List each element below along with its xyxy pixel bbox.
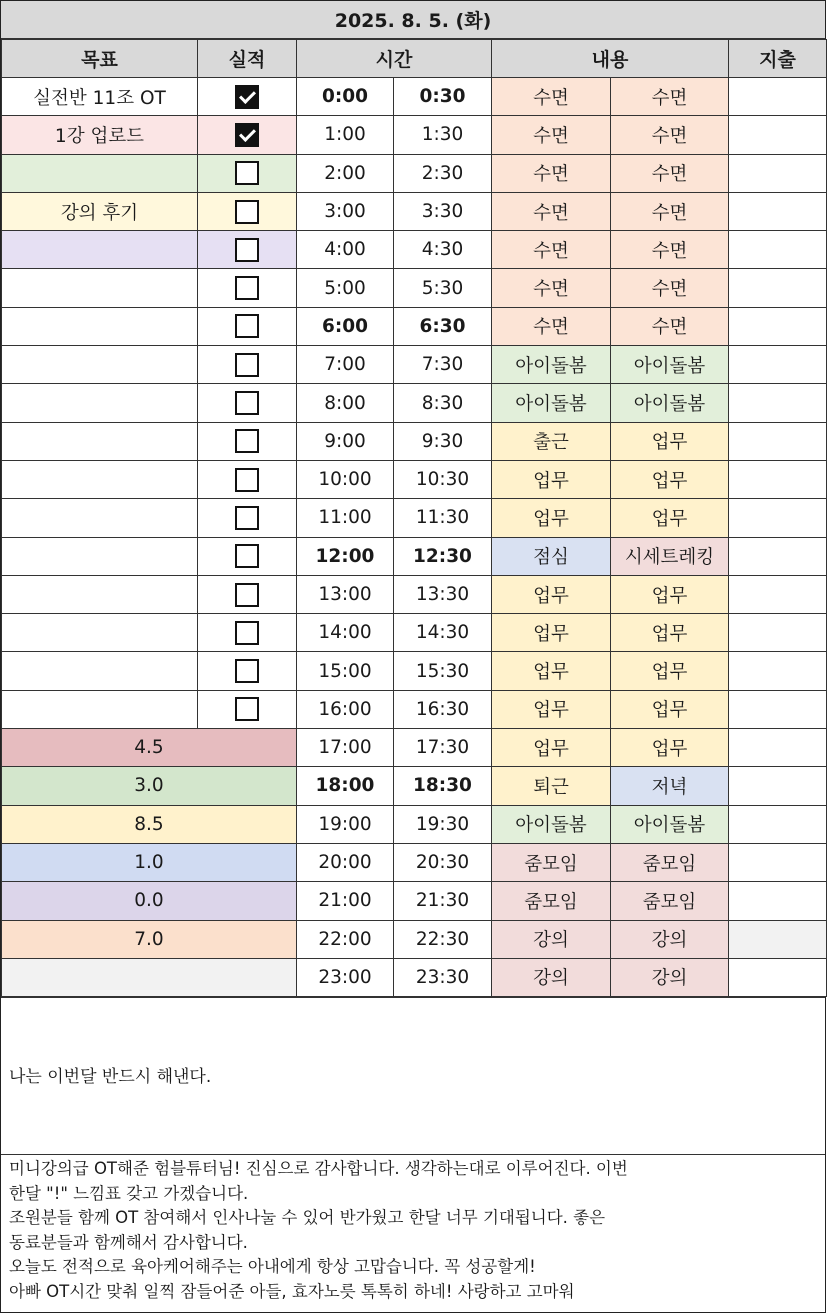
activity-cell[interactable]: 수면 — [492, 78, 611, 116]
activity-cell[interactable]: 강의 — [492, 920, 611, 958]
activity-cell[interactable]: 수면 — [611, 231, 729, 269]
goal-cell[interactable] — [2, 614, 198, 652]
goal-cell[interactable]: 실전반 11조 OT — [2, 78, 198, 116]
activity-cell[interactable]: 수면 — [492, 154, 611, 192]
half-time-cell: 12:30 — [394, 537, 492, 575]
start-time-cell: 22:00 — [297, 920, 394, 958]
expense-cell[interactable] — [729, 882, 827, 920]
note-line: 오늘도 전적으로 육아케어해주는 아내에게 항상 고맙습니다. 꼭 성공할게! — [9, 1257, 536, 1277]
half-time-cell: 3:30 — [394, 192, 492, 230]
activity-cell[interactable]: 줌모임 — [492, 843, 611, 881]
start-time-cell: 23:00 — [297, 958, 394, 996]
done-column-header[interactable]: 실적 — [198, 40, 297, 78]
start-time-cell: 16:00 — [297, 690, 394, 728]
goal-cell[interactable] — [2, 499, 198, 537]
half-time-cell: 19:30 — [394, 805, 492, 843]
activity-cell[interactable]: 업무 — [611, 652, 729, 690]
checkbox[interactable] — [235, 200, 259, 224]
half-time-cell: 16:30 — [394, 690, 492, 728]
half-time-cell: 9:30 — [394, 422, 492, 460]
half-time-cell: 6:30 — [394, 307, 492, 345]
score-cell[interactable]: 0.0 — [2, 882, 297, 920]
activity-cell[interactable]: 수면 — [611, 78, 729, 116]
activity-cell[interactable]: 강의 — [611, 958, 729, 996]
schedule-row — [2, 154, 827, 192]
schedule-row — [2, 805, 827, 843]
start-time-cell: 21:00 — [297, 882, 394, 920]
schedule-row — [2, 307, 827, 345]
schedule-row — [2, 958, 827, 996]
half-time-cell: 13:30 — [394, 575, 492, 613]
start-time-cell: 7:00 — [297, 346, 394, 384]
start-time-cell: 8:00 — [297, 384, 394, 422]
half-time-cell: 1:30 — [394, 116, 492, 154]
score-cell[interactable]: 4.5 — [2, 729, 297, 767]
score-cell[interactable]: 1.0 — [2, 843, 297, 881]
schedule-row — [2, 346, 827, 384]
checkbox[interactable] — [235, 468, 259, 492]
expense-cell[interactable] — [729, 78, 827, 116]
done-cell[interactable] — [198, 192, 297, 230]
half-time-cell: 23:30 — [394, 958, 492, 996]
done-cell[interactable] — [198, 154, 297, 192]
expense-cell[interactable] — [729, 499, 827, 537]
activity-cell[interactable]: 아이돌봄 — [492, 805, 611, 843]
score-cell[interactable]: 8.5 — [2, 805, 297, 843]
activity-cell[interactable]: 줌모임 — [611, 843, 729, 881]
goal-cell[interactable] — [2, 346, 198, 384]
activity-cell[interactable]: 업무 — [492, 614, 611, 652]
expense-cell[interactable] — [729, 920, 827, 958]
activity-cell[interactable]: 수면 — [492, 231, 611, 269]
done-cell[interactable] — [198, 537, 297, 575]
checkbox[interactable] — [235, 506, 259, 530]
schedule-row — [2, 116, 827, 154]
done-cell[interactable] — [198, 575, 297, 613]
score-cell[interactable]: 3.0 — [2, 767, 297, 805]
start-time-cell: 20:00 — [297, 843, 394, 881]
memo-text: 나는 이번달 반드시 해낸다. — [9, 1067, 212, 1088]
start-time-cell: 11:00 — [297, 499, 394, 537]
checkbox[interactable] — [235, 161, 259, 185]
done-cell[interactable] — [198, 690, 297, 728]
goal-cell[interactable] — [2, 269, 198, 307]
schedule-row — [2, 882, 827, 920]
goal-cell[interactable] — [2, 537, 198, 575]
goal-cell[interactable]: 1강 업로드 — [2, 116, 198, 154]
done-cell[interactable] — [198, 384, 297, 422]
half-time-cell: 0:30 — [394, 78, 492, 116]
start-time-cell: 15:00 — [297, 652, 394, 690]
notes-area[interactable] — [1, 1154, 825, 1306]
schedule-row — [2, 614, 827, 652]
expense-cell[interactable] — [729, 422, 827, 460]
schedule-row — [2, 78, 827, 116]
done-cell[interactable] — [198, 307, 297, 345]
activity-cell[interactable]: 수면 — [611, 116, 729, 154]
checkbox[interactable] — [235, 697, 259, 721]
goal-cell[interactable] — [2, 460, 198, 498]
activity-cell[interactable]: 저녁 — [611, 767, 729, 805]
activity-cell[interactable]: 점심 — [492, 537, 611, 575]
schedule-row — [2, 231, 827, 269]
goal-cell[interactable]: 강의 후기 — [2, 192, 198, 230]
start-time-cell: 9:00 — [297, 422, 394, 460]
note-line: 한달 "!" 느낌표 갖고 가겠습니다. — [9, 1183, 249, 1203]
half-time-cell: 20:30 — [394, 843, 492, 881]
expense-cell[interactable] — [729, 231, 827, 269]
checkbox[interactable] — [235, 353, 259, 377]
start-time-cell: 2:00 — [297, 154, 394, 192]
activity-cell[interactable]: 줌모임 — [611, 882, 729, 920]
schedule-row — [2, 767, 827, 805]
checkbox[interactable] — [235, 583, 259, 607]
expense-cell[interactable] — [729, 537, 827, 575]
done-cell[interactable] — [198, 346, 297, 384]
start-time-cell: 1:00 — [297, 116, 394, 154]
goal-cell[interactable] — [2, 307, 198, 345]
goal-cell[interactable] — [2, 652, 198, 690]
half-time-cell: 8:30 — [394, 384, 492, 422]
activity-cell[interactable]: 업무 — [611, 499, 729, 537]
half-time-cell: 5:30 — [394, 269, 492, 307]
activity-cell[interactable]: 업무 — [492, 729, 611, 767]
done-cell[interactable] — [198, 269, 297, 307]
activity-cell[interactable]: 출근 — [492, 422, 611, 460]
schedule-row — [2, 537, 827, 575]
expense-cell[interactable] — [729, 729, 827, 767]
expense-cell[interactable] — [729, 460, 827, 498]
activity-cell[interactable]: 강의 — [611, 920, 729, 958]
activity-cell[interactable]: 아이돌봄 — [611, 805, 729, 843]
checkbox[interactable] — [235, 314, 259, 338]
expense-cell[interactable] — [729, 575, 827, 613]
expense-cell[interactable] — [729, 346, 827, 384]
activity-cell[interactable]: 업무 — [611, 690, 729, 728]
activity-cell[interactable]: 시세트레킹 — [611, 537, 729, 575]
expense-cell[interactable] — [729, 269, 827, 307]
done-cell[interactable] — [198, 499, 297, 537]
content-column-header[interactable]: 내용 — [492, 40, 729, 78]
checkbox[interactable] — [235, 276, 259, 300]
activity-cell[interactable]: 업무 — [492, 652, 611, 690]
schedule-table — [1, 39, 827, 997]
score-cell[interactable] — [2, 958, 297, 996]
start-time-cell: 14:00 — [297, 614, 394, 652]
activity-cell[interactable]: 수면 — [611, 192, 729, 230]
goal-cell[interactable] — [2, 154, 198, 192]
schedule-row — [2, 192, 827, 230]
time-column-header[interactable]: 시간 — [297, 40, 492, 78]
half-time-cell: 18:30 — [394, 767, 492, 805]
start-time-cell: 19:00 — [297, 805, 394, 843]
schedule-row — [2, 575, 827, 613]
activity-cell[interactable]: 강의 — [492, 958, 611, 996]
note-line: 아빠 OT시간 맞춰 일찍 잠들어준 아들, 효자노릇 톡톡히 하네! 사랑하고 고마워 — [9, 1281, 575, 1301]
start-time-cell: 4:00 — [297, 231, 394, 269]
checkbox[interactable] — [235, 238, 259, 262]
expense-cell[interactable] — [729, 767, 827, 805]
expense-cell[interactable] — [729, 690, 827, 728]
schedule-row — [2, 920, 827, 958]
done-cell[interactable] — [198, 422, 297, 460]
half-time-cell: 17:30 — [394, 729, 492, 767]
schedule-row — [2, 460, 827, 498]
schedule-row — [2, 269, 827, 307]
start-time-cell: 10:00 — [297, 460, 394, 498]
activity-cell[interactable]: 업무 — [611, 614, 729, 652]
expense-cell[interactable] — [729, 384, 827, 422]
score-cell[interactable]: 7.0 — [2, 920, 297, 958]
activity-cell[interactable]: 수면 — [611, 307, 729, 345]
done-cell[interactable] — [198, 614, 297, 652]
activity-cell[interactable]: 아이돌봄 — [611, 346, 729, 384]
checkbox[interactable] — [235, 391, 259, 415]
half-time-cell: 21:30 — [394, 882, 492, 920]
start-time-cell: 17:00 — [297, 729, 394, 767]
activity-cell[interactable]: 아이돌봄 — [492, 346, 611, 384]
expense-cell[interactable] — [729, 958, 827, 996]
note-line: 동료분들과 함께해서 감사합니다. — [9, 1232, 248, 1252]
checked-checkbox[interactable] — [235, 123, 259, 147]
goal-cell[interactable] — [2, 384, 198, 422]
done-cell[interactable] — [198, 460, 297, 498]
schedule-row — [2, 652, 827, 690]
start-time-cell: 0:00 — [297, 78, 394, 116]
expense-cell[interactable] — [729, 805, 827, 843]
start-time-cell: 18:00 — [297, 767, 394, 805]
date-title: 2025. 8. 5. (화) — [1, 1, 825, 39]
half-time-cell: 11:30 — [394, 499, 492, 537]
expense-cell[interactable] — [729, 116, 827, 154]
activity-cell[interactable]: 업무 — [492, 460, 611, 498]
note-line: 조원분들 함께 OT 참여해서 인사나눌 수 있어 반가웠고 한달 너무 기대됩니다. 좋은 — [9, 1208, 606, 1228]
activity-cell[interactable]: 줌모임 — [492, 882, 611, 920]
activity-cell[interactable]: 아이돌봄 — [492, 384, 611, 422]
activity-cell[interactable]: 업무 — [492, 499, 611, 537]
checkbox[interactable] — [235, 659, 259, 683]
schedule-row — [2, 690, 827, 728]
memo-area[interactable] — [1, 997, 825, 1154]
expense-cell[interactable] — [729, 652, 827, 690]
goal-cell[interactable] — [2, 575, 198, 613]
half-time-cell: 10:30 — [394, 460, 492, 498]
activity-cell[interactable]: 수면 — [492, 116, 611, 154]
done-cell[interactable] — [198, 116, 297, 154]
done-cell[interactable] — [198, 78, 297, 116]
schedule-row — [2, 499, 827, 537]
done-cell[interactable] — [198, 231, 297, 269]
start-time-cell: 6:00 — [297, 307, 394, 345]
half-time-cell: 14:30 — [394, 614, 492, 652]
goal-cell[interactable] — [2, 690, 198, 728]
start-time-cell: 13:00 — [297, 575, 394, 613]
schedule-row — [2, 384, 827, 422]
activity-cell[interactable]: 업무 — [492, 575, 611, 613]
expense-column-header[interactable]: 지출 — [729, 40, 827, 78]
done-cell[interactable] — [198, 652, 297, 690]
activity-cell[interactable]: 수면 — [611, 269, 729, 307]
expense-cell[interactable] — [729, 192, 827, 230]
activity-cell[interactable]: 수면 — [611, 154, 729, 192]
activity-cell[interactable]: 퇴근 — [492, 767, 611, 805]
expense-cell[interactable] — [729, 843, 827, 881]
start-time-cell: 12:00 — [297, 537, 394, 575]
activity-cell[interactable]: 수면 — [492, 307, 611, 345]
checkbox[interactable] — [235, 544, 259, 568]
activity-cell[interactable]: 업무 — [492, 690, 611, 728]
checked-checkbox[interactable] — [235, 85, 259, 109]
goal-cell[interactable] — [2, 231, 198, 269]
activity-cell[interactable]: 업무 — [611, 729, 729, 767]
half-time-cell: 15:30 — [394, 652, 492, 690]
schedule-row — [2, 729, 827, 767]
start-time-cell: 3:00 — [297, 192, 394, 230]
checkbox[interactable] — [235, 621, 259, 645]
expense-cell[interactable] — [729, 307, 827, 345]
checkbox[interactable] — [235, 429, 259, 453]
goal-column-header[interactable]: 목표 — [2, 40, 198, 78]
schedule-row — [2, 422, 827, 460]
activity-cell[interactable]: 수면 — [492, 269, 611, 307]
activity-cell[interactable]: 수면 — [492, 192, 611, 230]
expense-cell[interactable] — [729, 614, 827, 652]
start-time-cell: 5:00 — [297, 269, 394, 307]
half-time-cell: 7:30 — [394, 346, 492, 384]
half-time-cell: 22:30 — [394, 920, 492, 958]
schedule-row — [2, 843, 827, 881]
activity-cell[interactable]: 업무 — [611, 575, 729, 613]
activity-cell[interactable]: 업무 — [611, 422, 729, 460]
half-time-cell: 2:30 — [394, 154, 492, 192]
activity-cell[interactable]: 업무 — [611, 460, 729, 498]
goal-cell[interactable] — [2, 422, 198, 460]
expense-cell[interactable] — [729, 154, 827, 192]
note-line: 미니강의급 OT해준 험블튜터님! 진심으로 감사합니다. 생각하는대로 이루어진다. 이번 — [9, 1159, 628, 1179]
half-time-cell: 4:30 — [394, 231, 492, 269]
activity-cell[interactable]: 아이돌봄 — [611, 384, 729, 422]
header-row — [2, 40, 827, 78]
